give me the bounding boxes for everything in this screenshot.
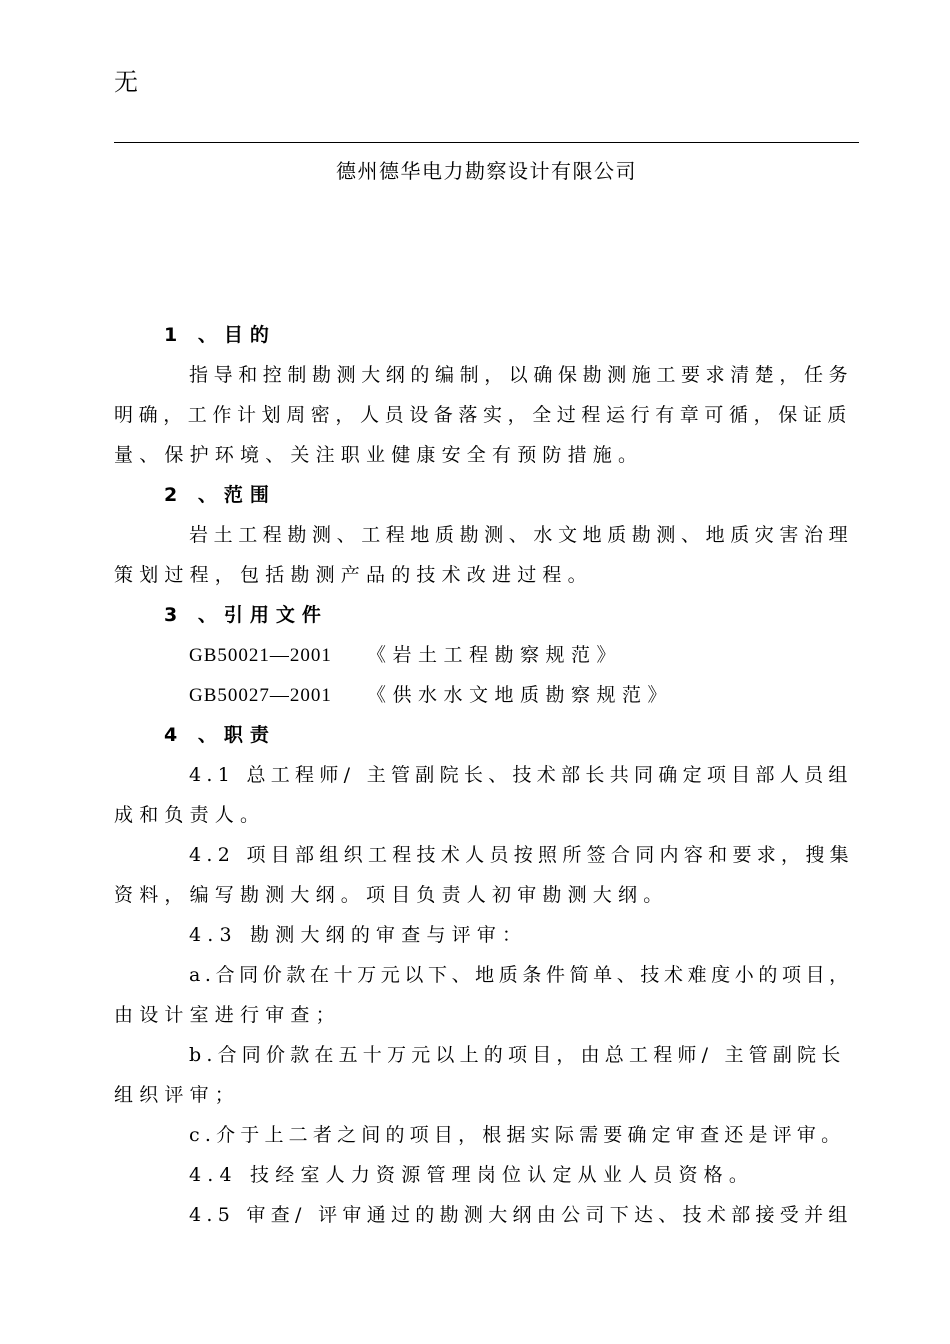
paragraph-first-line: c.介于上二者之间的项目，根据实际需要确定审查还是评审。 — [189, 1124, 846, 1146]
paragraph-first-line: a.合同价款在十万元以下、地质条件简单、技术难度小的项目， — [189, 964, 853, 986]
paragraph-first-line: 岩土工程勘测、工程地质勘测、水文地质勘测、地质灾害治理 — [189, 524, 854, 546]
section-heading: 4 、职责 — [164, 724, 276, 746]
paragraph-first-line: 4.2 项目部组织工程技术人员按照所签合同内容和要求，搜集 — [189, 844, 854, 866]
section-heading: 1 、目的 — [164, 324, 276, 346]
paragraph-first-line: 指导和控制勘测大纲的编制，以确保勘测施工要求清楚，任务 — [189, 364, 854, 386]
section-heading: 3 、引用文件 — [164, 604, 328, 626]
paragraph-first-line: 4.4 技经室人力资源管理岗位认定从业人员资格。 — [189, 1164, 755, 1186]
paragraph-line: 由设计室进行审查； — [114, 1004, 341, 1026]
reference-code: GB50027—2001 — [189, 685, 332, 706]
paragraph-line: 量、保护环境、关注职业健康安全有预防措施。 — [114, 444, 644, 466]
paragraph-first-line: 4.5 审查/ 评审通过的勘测大纲由公司下达、技术部接受并组 — [189, 1204, 853, 1226]
reference-line — [114, 675, 859, 715]
reference-title: 《岩土工程勘察规范》 — [367, 644, 623, 666]
corner-mark: 无 — [114, 68, 138, 96]
header-rule — [114, 142, 859, 143]
paragraph-first-line: b.合同价款在五十万元以上的项目，由总工程师/ 主管副院长 — [189, 1044, 846, 1066]
paragraph-line: 明确，工作计划周密，人员设备落实，全过程运行有章可循，保证质 — [114, 404, 853, 426]
paragraph-line: 策划过程，包括勘测产品的技术改进过程。 — [114, 564, 593, 586]
reference-line — [114, 635, 859, 675]
reference-code: GB50021—2001 — [189, 645, 332, 666]
section-heading: 2 、范围 — [164, 484, 276, 506]
paragraph-line: 资料，编写勘测大纲。项目负责人初审勘测大纲。 — [114, 884, 669, 906]
paragraph-line: 成和负责人。 — [114, 804, 266, 826]
document-body — [114, 315, 859, 1235]
company-name: 德州德华电力勘察设计有限公司 — [336, 159, 637, 183]
paragraph-line: 组织评审； — [114, 1084, 241, 1106]
paragraph-first-line: 4.3 勘测大纲的审查与评审： — [189, 924, 528, 946]
reference-title: 《供水水文地质勘察规范》 — [367, 684, 674, 706]
paragraph-first-line: 4.1 总工程师/ 主管副院长、技术部长共同确定项目部人员组 — [189, 764, 853, 786]
